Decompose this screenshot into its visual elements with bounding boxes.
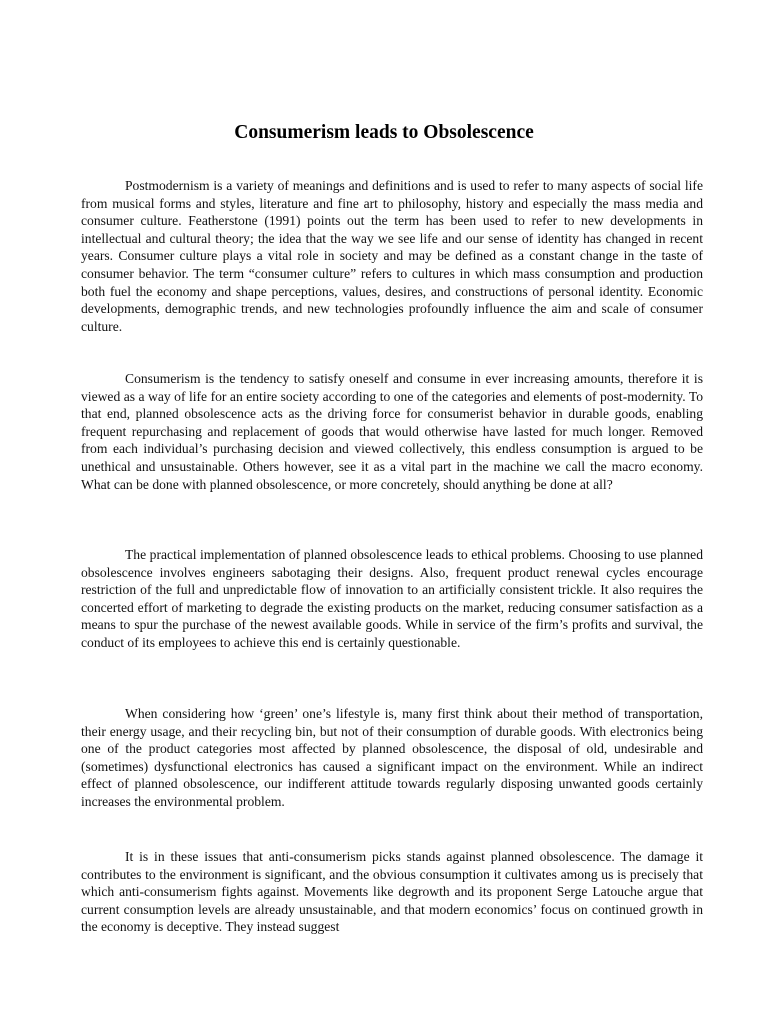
paragraph-environment: When considering how ‘green’ one’s lifestyle is, many first think about their method of transportation, their energy usage, and their recycling bin, but not of their consumption of durable goods. With electronics being one of the product categories most affected by planned obsolescence, the disposal of old, undesirable and (sometimes) dysfunctional electronics has caused a significant impact on the environment. While an indirect effect of planned obsolescence, our indifferent attitude towards regularly disposing unwanted goods certainly increases the environmental problem. — [81, 706, 703, 809]
paragraph-ethical-problems: The practical implementation of planned obsolescence leads to ethical problems. Choosing to use planned obsolescence involves engineers sabotaging their designs. Also, frequent product renewal cycles encourage restriction of the full and unpredictable flow of innovation to an artificially consistent trickle. It also requires the concerted effort of marketing to degrade the existing products on the market, reducing consumer satisfaction as a means to spur the purchase of the newest available goods. While in service of the firm’s profits and survival, the conduct of its employees to achieve this end is certainly questionable. — [81, 547, 703, 650]
document-title: Consumerism leads to Obsolescence — [234, 122, 534, 143]
paragraph-anti-consumerism: It is in these issues that anti-consumerism picks stands against planned obsolescence. The damage it contributes to the environment is significant, and the obvious consumption it cultivates among us is precisely that which anti-consumerism fights against. Movements like degrowth and its proponent Serge Latouche argue that current consumption levels are already unsustainable, and that modern economics’ focus on continued growth in the economy is deceptive. They instead suggest — [81, 849, 703, 935]
paragraph-postmodernism: Postmodernism is a variety of meanings and definitions and is used to refer to many aspects of social life from musical forms and styles, literature and fine art to philosophy, history and especially the mass media and consumer culture. Featherstone (1991) points out the term has been used to refer to new developments in intellectual and cultural theory; the idea that the way we see life and our sense of identity has changed in recent years. Consumer culture plays a vital role in society and may be defined as a constant change in the taste of consumer behavior. The term “consumer culture” refers to cultures in which mass consumption and production both fuel the economy and shape perceptions, values, desires, and constructions of personal identity. Economic developments, demographic trends, and new technologies profoundly influence the aim and scale of consumer culture. — [81, 178, 703, 334]
paragraph-consumerism: Consumerism is the tendency to satisfy oneself and consume in ever increasing amounts, therefore it is viewed as a way of life for an entire society according to one of the categories and elements of post-modernity. To that end, planned obsolescence acts as the driving force for consumerist behavior in durable goods, enabling frequent repurchasing and replacement of goods that would otherwise have lasted for much longer. Removed from each individual’s purchasing decision and viewed collectively, this endless consumption is argued to be unethical and unsustainable. Others however, see it as a vital part in the machine we call the macro economy. What can be done with planned obsolescence, or more concretely, should anything be done at all? — [81, 371, 703, 492]
